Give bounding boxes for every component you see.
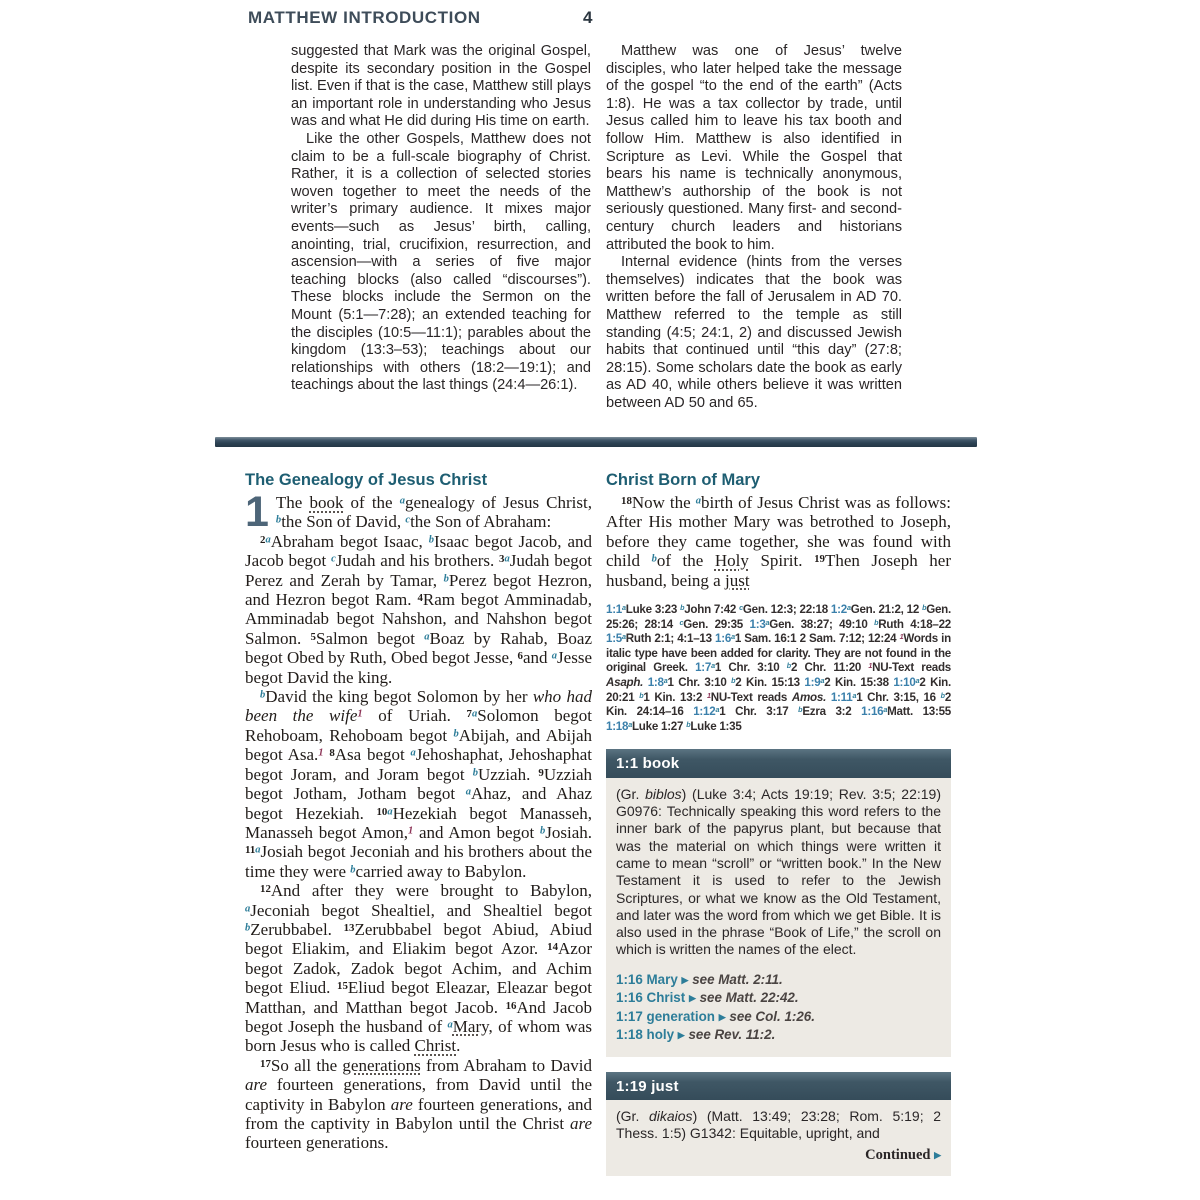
text-segment: dikaios <box>648 1108 693 1125</box>
text-segment: 12 <box>260 883 271 895</box>
text-segment: Josiah begot Jeconiah and his brothers about the time they were <box>245 842 592 881</box>
study-definition-text <box>616 1108 941 1143</box>
text-segment: fourteen generations, from David until the captivity in Babylon <box>245 1075 592 1114</box>
study-links-list <box>616 971 941 1045</box>
text-segment: 5 <box>310 630 316 643</box>
text-segment: 2 <box>260 533 266 546</box>
text-segment: b <box>786 661 791 671</box>
text-segment: Ezra 3:2 <box>802 705 862 719</box>
text-segment: Judah begot Perez and Zerah by Tamar, <box>245 551 592 590</box>
text-segment: 1:12 <box>693 705 716 719</box>
text-segment: c <box>405 514 411 526</box>
text-segment: 2 Kin. 15:38 <box>824 676 894 689</box>
text-segment: carried away to Babylon. <box>355 861 527 881</box>
text-segment: 10 <box>376 805 388 818</box>
text-segment: and <box>522 648 552 668</box>
text-segment: (Gr. <box>616 785 646 802</box>
text-segment: 13 <box>343 921 355 934</box>
text-segment: 19 <box>814 553 825 566</box>
text-segment: So all the <box>270 1055 343 1075</box>
text-segment: b <box>940 690 945 700</box>
text-segment: Abraham begot Isaac, <box>270 531 429 551</box>
text-segment: Gen. 25:26; 28:14 <box>606 603 951 631</box>
verse-paragraph-1 <box>245 488 592 536</box>
text-segment: And Jacob begot Joseph the husband of <box>245 997 593 1036</box>
running-head-title: MATTHEW INTRODUCTION <box>248 8 481 27</box>
text-segment: Ahaz, and Ahaz begot Hezekiah. <box>245 784 592 823</box>
text-segment: b <box>260 689 266 701</box>
text-segment: a <box>255 844 261 856</box>
study-link-ref: 1:16 Christ <box>616 990 686 1006</box>
text-segment: a <box>883 705 888 715</box>
text-segment: a <box>399 495 405 507</box>
scripture-column-right <box>606 470 951 1176</box>
intro-paragraph: Like the other Gospels, Matthew does not claim to be a full-scale biography of Christ. Rather, it is a collection of selected stories woven together to meet the needs of the writer’s primary audience. It mixes major events—such as Jesus’ birth, calling, anointing, trial, crucifixion, resurrection, and ascension—with a series of five major teaching blocks (also called “discourses”). These blocks include the Sermon on the Mount (5:1—7:28); an extended teaching for the disciples (10:5—11:1); parables about the kingdom (13:3–53); teachings about our relationships with others (18:2—19:1); and teachings about the last things (24:4—26:1). <box>291 130 591 394</box>
chapter-drop-cap: 1 <box>245 488 269 536</box>
text-segment: 18 <box>621 494 632 507</box>
text-segment: NU-Text reads <box>710 690 792 704</box>
text-segment: a <box>711 661 715 671</box>
text-segment: a <box>695 495 701 507</box>
text-segment: 1:7 <box>695 661 712 675</box>
text-segment: Then Joseph her husband, being a <box>606 551 951 590</box>
text-segment: Asaph. <box>606 676 644 689</box>
text-segment: book <box>309 493 344 512</box>
text-segment: a <box>715 705 720 715</box>
text-segment: And after they were brought to Babylon, <box>270 881 592 901</box>
text-segment: 1:2 <box>830 603 847 617</box>
text-segment: Eliud begot Eleazar, Eleazar begot Matthan, and Matthan begot Jacob. <box>245 978 592 1017</box>
text-segment: 1 <box>707 690 711 700</box>
text-segment: Abijah, and Abijah begot Asa. <box>245 725 592 765</box>
text-segment: b <box>686 719 691 729</box>
text-segment: a <box>245 903 251 915</box>
text-segment: Gen. 29:35 <box>683 617 750 631</box>
text-segment: the Son of David, <box>281 512 406 532</box>
intro-column-left <box>291 43 591 395</box>
study-link-ref: 1:16 Mary <box>616 971 678 987</box>
text-segment: Amos. <box>791 690 827 704</box>
text-segment: a <box>820 675 825 685</box>
text-segment: Solomon begot Rehoboam, Rehoboam begot <box>245 706 592 745</box>
text-segment: 1:11 <box>830 690 853 704</box>
text-segment: Spirit. <box>748 551 815 571</box>
text-segment: a <box>852 690 857 700</box>
text-segment: 9 <box>538 766 544 779</box>
see-arrow-icon: ▶ <box>688 993 696 1004</box>
study-link-row <box>616 989 941 1008</box>
text-segment: 1:18 <box>606 719 629 733</box>
text-segment: a <box>410 747 416 759</box>
text-segment: Boaz by Rahab, Boaz begot Obed by Ruth, Obed begot Jesse, <box>245 628 592 668</box>
text-segment: 1:9 <box>804 676 821 689</box>
see-arrow-icon: ▶ <box>681 974 689 985</box>
verse-paragraph-17 <box>245 1056 592 1153</box>
verse-paragraph-18-19 <box>606 493 951 590</box>
text-segment: a <box>465 786 472 798</box>
text-segment: c <box>739 603 743 613</box>
see-arrow-icon: ▶ <box>718 1011 726 1022</box>
text-segment: 1 <box>318 747 324 759</box>
continued-arrow-icon: ▶ <box>934 1149 941 1160</box>
section-heading-christ-born: Christ Born of Mary <box>606 471 761 489</box>
continued-line <box>616 1147 941 1164</box>
text-segment: Salmon begot <box>315 628 425 648</box>
page-number: 4 <box>583 8 593 27</box>
text-segment: 16 <box>505 999 517 1012</box>
text-segment: 1:6 <box>715 632 732 646</box>
text-segment: Isaac begot Jacob, and Jacob begot <box>245 531 592 571</box>
text-segment: Zerubbabel. <box>250 919 344 939</box>
text-segment: Mary <box>452 1016 489 1036</box>
verse-paragraph-6b-11 <box>245 687 592 881</box>
text-segment: Zerubbabel begot Abiud, Abiud begot Eliakim, and Eliakim begot Azor. <box>245 919 592 959</box>
text-segment: (Gr. <box>616 1108 649 1125</box>
continued-label: Continued <box>865 1146 931 1163</box>
text-segment: fourteen generations. <box>245 1133 389 1153</box>
text-segment: 3 <box>499 553 505 566</box>
text-segment: , of whom was born Jesus who is called <box>245 1016 592 1056</box>
text-segment: of the <box>656 551 715 571</box>
text-segment: Uzziah. <box>477 764 539 784</box>
text-segment: 1:8 <box>647 676 664 689</box>
text-segment: a <box>504 553 510 565</box>
word-study-box-just <box>606 1072 951 1176</box>
intro-paragraph: Internal evidence (hints from the verses themselves) indicates that the book was written before the fall of Jerusalem in AD 70. Matthew referred to the temple as still standing (4:5; 24:1, 2) and discussed Jewish habits that continued until “this day” (27:8; 28:15). Some scholars date the book as early as AD 40, while others believe it was written between AD 50 and 65. <box>606 254 902 411</box>
text-segment: a <box>387 806 393 818</box>
text-segment: a <box>265 534 271 546</box>
text-segment: are <box>245 1075 268 1095</box>
text-segment: Matt. 13:55 <box>887 705 951 719</box>
text-segment: b <box>798 705 803 715</box>
text-segment: who had been the wife <box>245 687 592 726</box>
text-segment: a <box>471 709 478 721</box>
text-segment: are <box>390 1094 413 1114</box>
see-arrow-icon: ▶ <box>677 1030 685 1041</box>
text-segment: 1:1 <box>606 603 623 617</box>
text-segment: 1 Kin. 13:2 <box>643 690 708 704</box>
text-segment: ) (Matt. 13:49; 23:28; Rom. 5:19; 2 Thess. 1:5) G1342: Equitable, upright, and <box>616 1108 941 1142</box>
text-segment: 1 Chr. 3:10 <box>714 661 787 675</box>
study-link-ref: 1:17 generation <box>616 1008 715 1024</box>
text-segment: Josiah. <box>545 822 592 842</box>
text-segment: Uzziah begot Jotham, Jotham begot <box>245 764 592 804</box>
text-segment: Luke 3:23 <box>625 603 681 617</box>
text-segment: Ruth 4:18–22 <box>878 617 952 631</box>
text-segment: 2 Kin. 20:21 <box>606 676 951 704</box>
text-segment: c <box>331 553 336 565</box>
text-segment: a <box>846 603 851 613</box>
text-segment: a <box>551 650 558 662</box>
study-link-see: see Col. 1:26. <box>729 1008 815 1024</box>
study-link-row <box>616 971 941 990</box>
text-segment: Luke 1:27 <box>631 719 687 733</box>
text-segment: . <box>456 1036 461 1056</box>
text-segment: a <box>447 1019 453 1031</box>
text-segment: 1:3 <box>749 617 766 631</box>
text-segment: Ruth 2:1; 4:1–13 <box>625 632 716 646</box>
text-segment: 1 <box>407 825 414 837</box>
text-segment: b <box>680 603 685 613</box>
intro-paragraph: suggested that Mark was the original Gospel, despite its secondary position in the Gospel list. Even if that is the case, Matthew still plays an important role in understanding who Jesus was and what He did during His time on earth. <box>291 43 591 130</box>
text-segment: a <box>731 632 735 642</box>
study-link-see: see Matt. 22:42. <box>699 990 799 1006</box>
word-study-box-book <box>606 749 951 1056</box>
text-segment: The <box>275 493 310 512</box>
text-segment: of the <box>343 493 400 512</box>
text-segment: 15 <box>337 980 348 993</box>
text-segment: 1 Chr. 3:15, 16 <box>856 690 941 704</box>
text-segment: Words in italic type have been added for clarity. They are not found in the original Greek. <box>606 632 951 675</box>
text-segment: c <box>679 617 684 627</box>
text-segment: b <box>922 603 927 613</box>
text-segment: 1 <box>357 709 363 721</box>
study-link-row <box>616 1026 941 1045</box>
text-segment: a <box>628 719 632 729</box>
text-segment: 7 <box>466 708 472 721</box>
text-segment: NU-Text reads <box>872 661 951 675</box>
text-segment: 6 <box>517 650 523 663</box>
text-segment: b <box>639 690 644 700</box>
text-segment: b <box>245 922 251 934</box>
text-segment: 1:10 <box>893 676 916 689</box>
text-segment: Gen. 38:27; 49:10 <box>769 617 875 631</box>
text-segment: Jehoshaphat, Jehoshaphat begot Joram, and Joram begot <box>245 745 592 784</box>
text-segment: b <box>472 767 478 779</box>
study-box-body <box>606 778 951 1057</box>
text-segment: Hezekiah begot Manasseh, Manasseh begot Amon, <box>245 803 592 842</box>
verse-paragraph-2-6 <box>245 532 592 687</box>
text-segment: 1:16 <box>861 705 884 719</box>
text-segment: Luke 1:35 <box>690 719 742 733</box>
text-segment: Gen. 12:3; 22:18 <box>742 603 831 617</box>
text-segment: b <box>350 864 356 876</box>
text-segment: biblos <box>645 785 682 802</box>
text-segment: Now the <box>631 493 696 512</box>
text-segment: b <box>874 617 879 627</box>
text-segment: a <box>915 675 920 685</box>
study-link-see: see Rev. 11:2. <box>688 1027 776 1043</box>
text-segment: b <box>443 573 449 585</box>
text-segment: from Abraham to David <box>420 1055 592 1075</box>
text-segment: a <box>765 617 770 627</box>
text-segment: b <box>453 728 459 740</box>
text-segment: 11 <box>245 844 256 857</box>
study-definition-text <box>616 786 941 959</box>
text-segment: 1 Chr. 3:10 <box>667 676 732 689</box>
text-segment: a <box>663 675 668 685</box>
text-segment: birth of Jesus Christ was as follows: After His mother Mary was betrothed to Joseph, before they came together, she was found with child <box>606 493 952 571</box>
text-segment: 1 <box>868 661 873 671</box>
text-segment: 2 Kin. 15:13 <box>735 676 805 689</box>
study-box-header: 1:1 book <box>606 749 951 777</box>
text-segment: b <box>428 534 434 546</box>
text-segment: a <box>622 603 626 613</box>
section-divider-bar <box>215 437 977 447</box>
text-segment: 1 Chr. 3:17 <box>719 705 799 719</box>
scripture-column-left <box>245 470 592 1153</box>
text-segment: Asa begot <box>334 745 411 765</box>
study-link-see: see Matt. 2:11. <box>692 971 783 987</box>
text-segment: a <box>424 631 430 643</box>
text-segment: the Son of Abraham: <box>410 512 552 532</box>
text-segment: just <box>724 570 750 590</box>
text-segment: Gen. 21:2, 12 <box>850 603 923 617</box>
study-link-ref: 1:18 holy <box>616 1027 675 1043</box>
text-segment: Jesse begot David the king. <box>245 648 592 687</box>
text-segment: 1:5 <box>606 632 623 646</box>
text-segment: 14 <box>547 941 559 954</box>
text-segment: Judah and his brothers. <box>335 551 500 571</box>
text-segment: Holy <box>714 551 749 571</box>
text-segment: b <box>651 553 657 565</box>
intro-paragraph: Matthew was one of Jesus’ twelve disciples, who later helped take the message of the gospel “to the end of the earth” (Acts 1:8). He was a tax collector by trade, until Jesus called him to leave his tax booth and follow Him. Matthew is also identified in Scripture as Levi. While the Gospel that bears his name is technically anonymous, Matthew’s authorship of the book is not seriously questioned. Many first- and second-century church leaders and historians attributed the book to him. <box>606 43 902 253</box>
text-segment: 4 <box>417 591 423 604</box>
text-segment: John 7:42 <box>684 603 740 617</box>
study-box-body <box>606 1100 951 1176</box>
text-segment: b <box>731 675 736 685</box>
verse-text <box>276 493 592 531</box>
text-segment: and Amon begot <box>413 822 540 842</box>
text-segment: are <box>569 1114 592 1133</box>
text-segment: Ram begot Amminadab, Amminadab begot Nahshon, and Nahshon begot Salmon. <box>245 590 592 648</box>
study-link-row <box>616 1008 941 1027</box>
text-segment: 8 <box>329 747 335 760</box>
text-segment: b <box>275 514 282 526</box>
text-segment: a <box>622 632 626 642</box>
study-box-header: 1:19 just <box>606 1072 951 1100</box>
text-segment: fourteen generations, and from the captivity in Babylon until the Christ <box>245 1094 592 1133</box>
text-segment: genealogy of Jesus Christ, <box>404 493 592 512</box>
verse-paragraph-12-16 <box>245 881 592 1056</box>
text-segment: 1 <box>899 632 904 642</box>
text-segment: David the king begot Solomon by her <box>265 687 533 707</box>
text-segment: Perez begot Hezron, and Hezron begot Ram. <box>245 570 592 610</box>
text-segment: 2 Chr. 11:20 <box>790 661 869 675</box>
text-segment: Christ <box>414 1036 457 1056</box>
text-segment: ) (Luke 3:4; Acts 19:19; Rev. 3:5; 22:19) G0976: Technically speaking this word refers to the inner bark of the papyrus plant, but because that was the material on which things were written it came to mean “scroll” or “written book.” In the New Testament it is used to refer to the Jewish Scriptures, or what we know as the Old Testament, and later was the word from which we get Bible. It is also used in the phrase “Book of Life,” the scroll on which is written the names of the elect. <box>616 785 941 958</box>
intro-column-right <box>606 43 902 412</box>
text-segment: b <box>539 825 546 837</box>
section-heading-genealogy: The Genealogy of Jesus Christ <box>245 471 488 489</box>
text-segment: generations <box>342 1055 421 1075</box>
text-segment: Jeconiah begot Shealtiel, and Shealtiel begot <box>250 900 592 920</box>
text-segment: of Uriah. <box>362 706 467 726</box>
text-segment: 2 Kin. 24:14–16 <box>606 690 952 719</box>
cross-reference-block <box>606 603 951 734</box>
text-segment: Azor begot Zadok, Zadok begot Achim, and Achim begot Eliud. <box>245 939 592 998</box>
text-segment: 1 Sam. 16:1 2 Sam. 7:12; 12:24 <box>734 632 900 646</box>
text-segment: 17 <box>260 1057 271 1070</box>
